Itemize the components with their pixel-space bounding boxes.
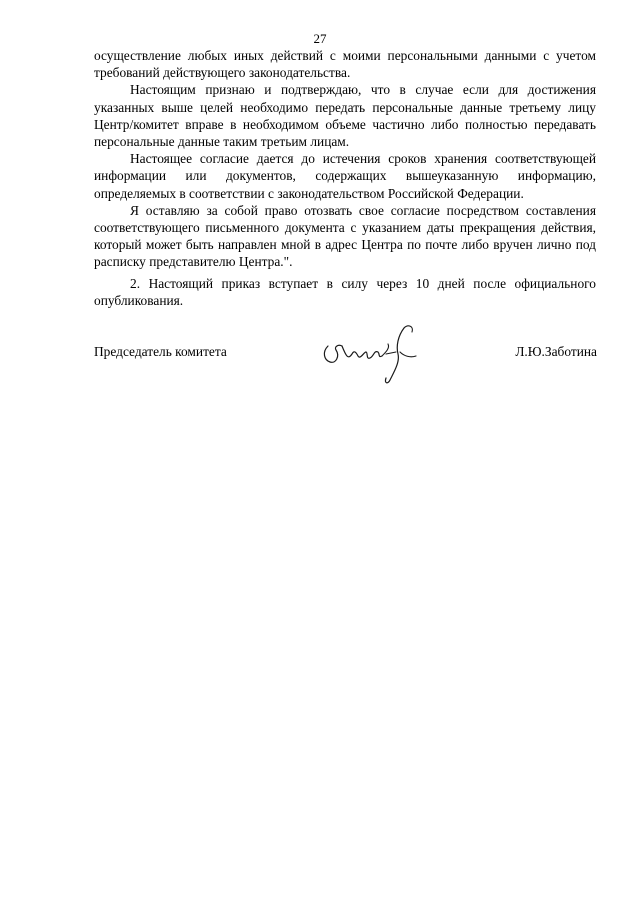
paragraph-consent-period: Настоящее согласие дается до истечения сроков хранения соответствующей информации или документов, содержащих вышеуказанную информацию, определяемых в соответствии с законодательством Российской Федерации. [94, 151, 596, 201]
paragraph-consent-withdrawal: Я оставляю за собой право отозвать свое согласие посредством составления соответствующего письменного документа с указанием даты прекращения действия, который может быть направлен мной в адрес Центра по почте либо вручен лично под расписку представителю Центра.". [94, 202, 596, 270]
page-number: 27 [313, 31, 327, 46]
paragraph-continuation: осуществление любых иных действий с моими персональными данными с учетом требований действующего законодательства. [94, 48, 596, 81]
signature-block [94, 322, 597, 392]
document-body [94, 47, 596, 309]
paragraph-effective-date: 2. Настоящий приказ вступает в силу через 10 дней после официального опубликования. [94, 275, 596, 308]
paragraph-third-party-transfer: Настоящим признаю и подтверждаю, что в случае если для достижения указанных выше целей необходимо передать персональные данные третьему лицу Центр/комитет вправе в необходимом объеме частично либо полностью передавать персональные данные таким третьим лицам. [94, 82, 596, 150]
signatory-name: Л.Ю.Заботина [515, 344, 597, 359]
handwritten-signature [316, 322, 420, 388]
signatory-position: Председатель комитета [94, 344, 227, 359]
